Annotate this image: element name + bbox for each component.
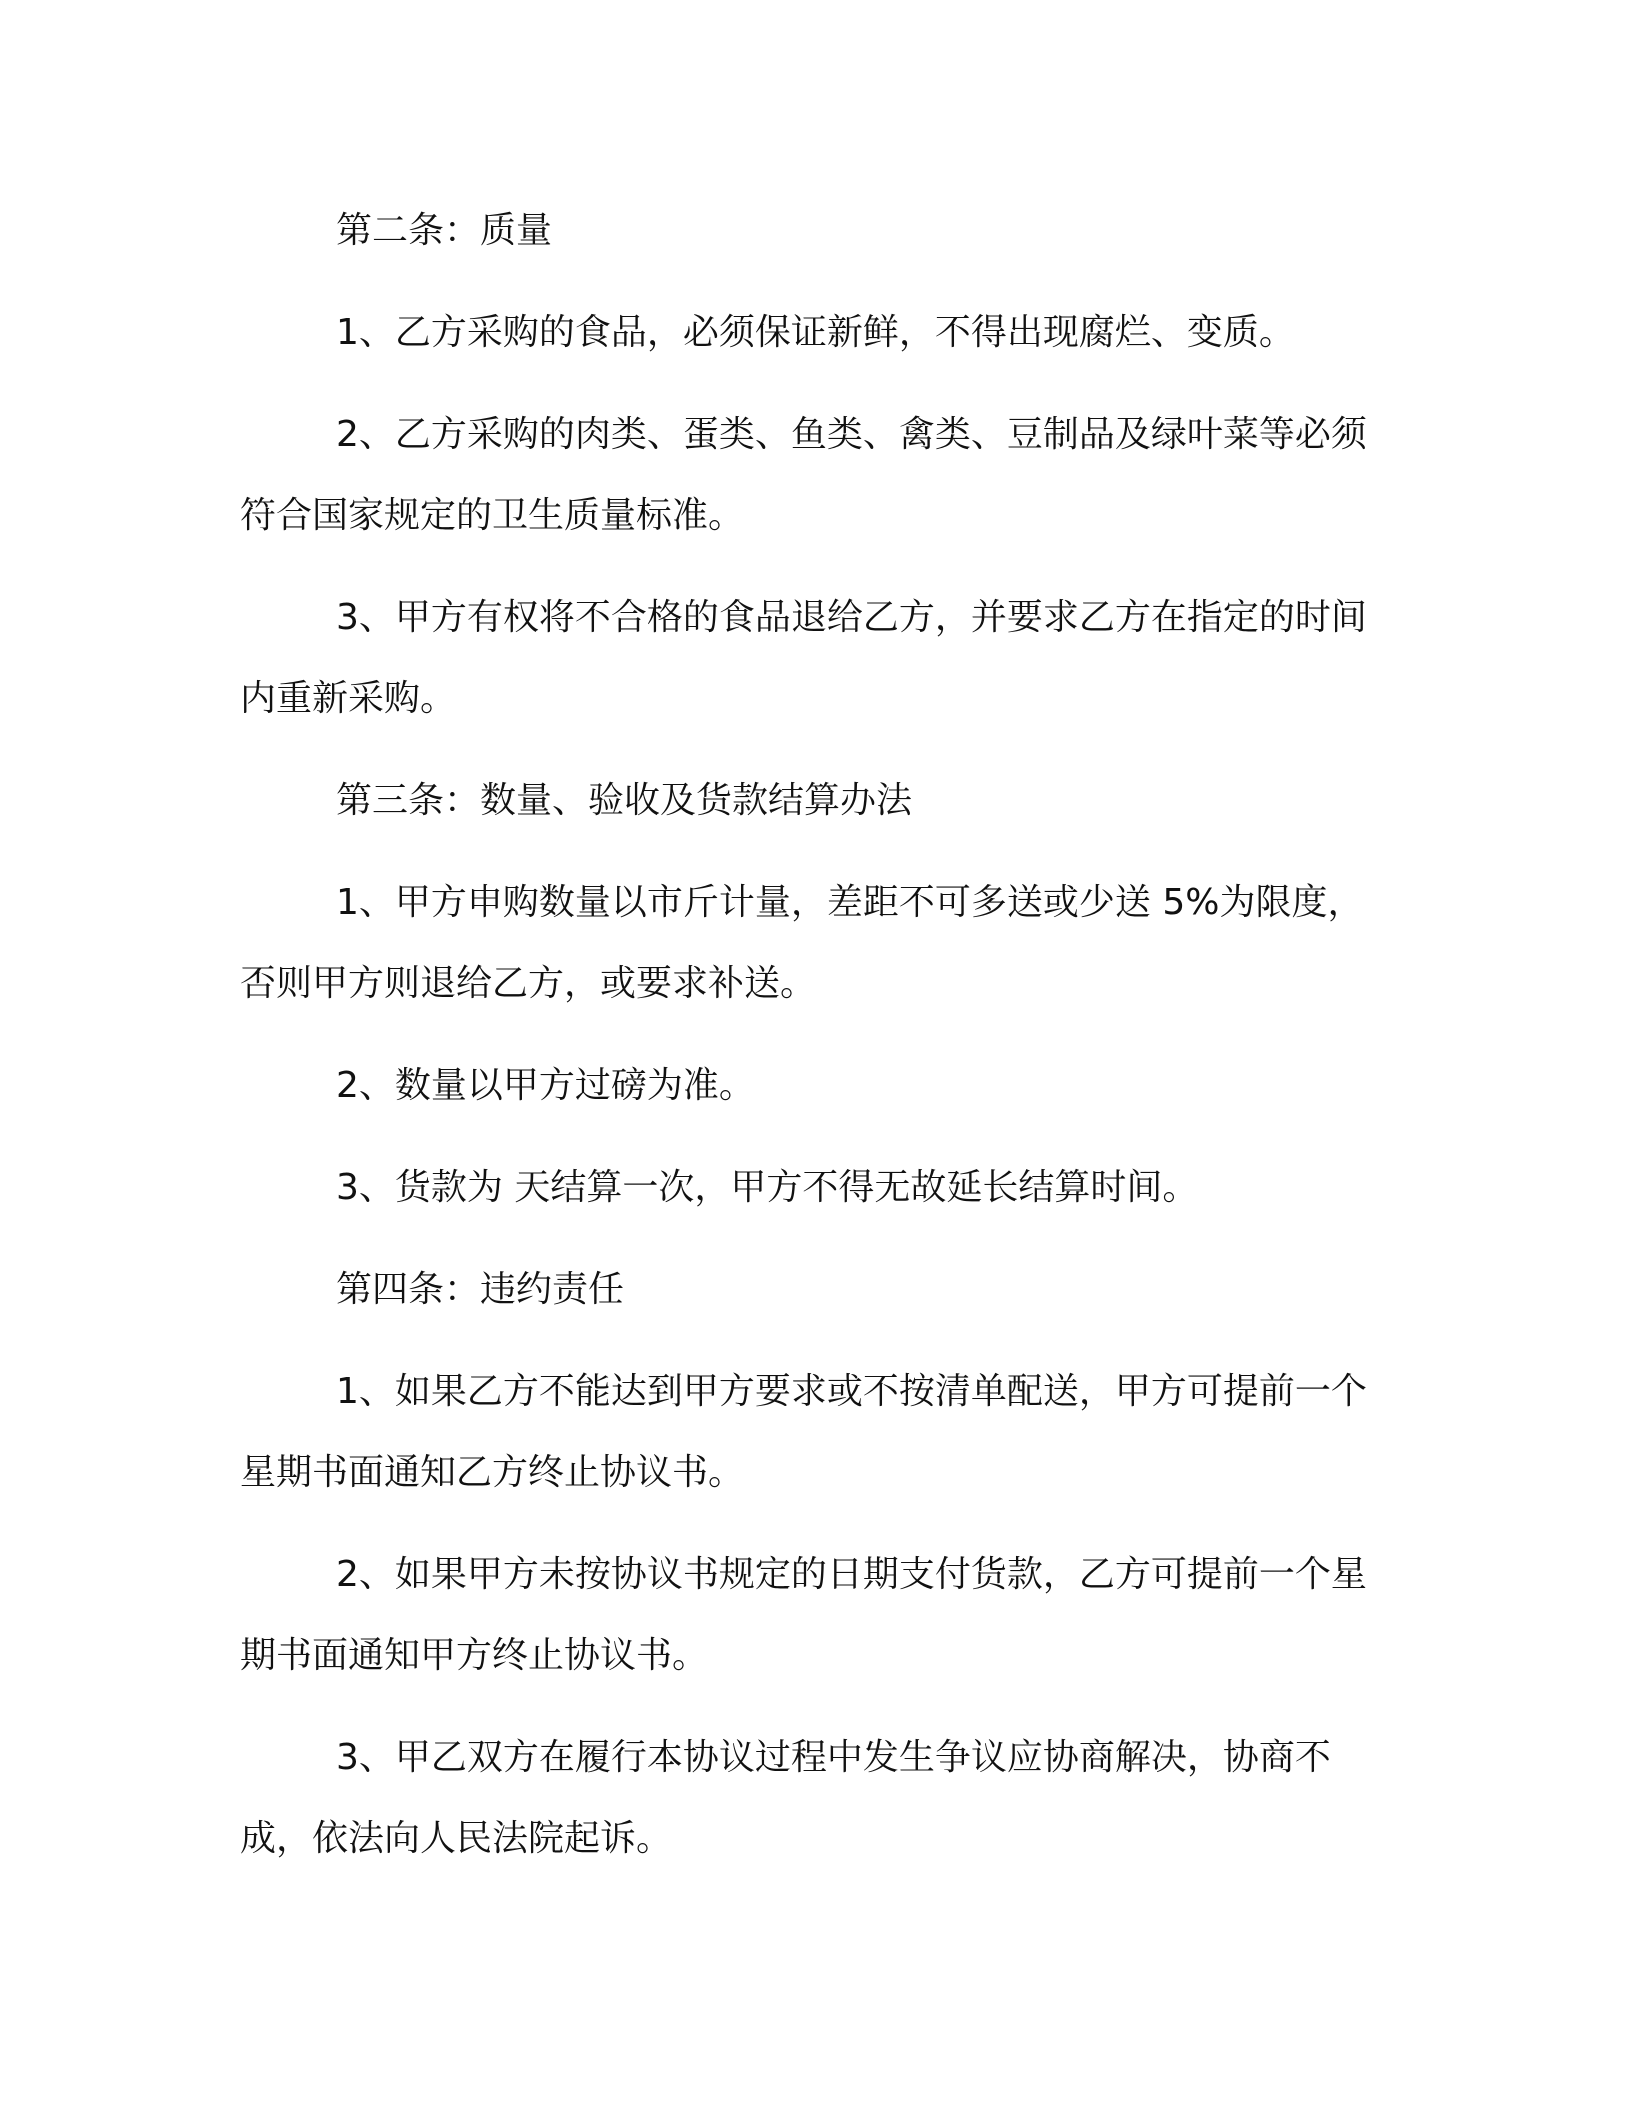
article-2-item-3: 3、甲方有权将不合格的食品退给乙方，并要求乙方在指定的时间内重新采购。 xyxy=(240,597,1367,719)
document-body xyxy=(240,190,1375,1900)
article-4-item-3: 3、甲乙双方在履行本协议过程中发生争议应协商解决，协商不成，依法向人民法院起诉。 xyxy=(240,1737,1331,1859)
article-2-item-2: 2、乙方采购的肉类、蛋类、鱼类、禽类、豆制品及绿叶菜等必须符合国家规定的卫生质量标准。 xyxy=(240,414,1367,536)
article-4-item-1: 1、如果乙方不能达到甲方要求或不按清单配送，甲方可提前一个星期书面通知乙方终止协议书。 xyxy=(240,1371,1367,1493)
article-2-heading: 第二条：质量 xyxy=(336,210,553,251)
article-2-item-1: 1、乙方采购的食品，必须保证新鲜，不得出现腐烂、变质。 xyxy=(336,312,1295,353)
article-3-heading: 第三条：数量、验收及货款结算办法 xyxy=(336,780,913,821)
article-3-item-2: 2、数量以甲方过磅为准。 xyxy=(336,1065,755,1106)
article-3-item-1: 1、甲方申购数量以市斤计量，差距不可多送或少送 5%为限度，否则甲方则退给乙方，或要求补送。 xyxy=(240,882,1364,1004)
article-4-item-2: 2、如果甲方未按协议书规定的日期支付货款，乙方可提前一个星期书面通知甲方终止协议书。 xyxy=(240,1554,1367,1676)
article-3-item-3: 3、货款为 天结算一次，甲方不得无故延长结算时间。 xyxy=(336,1167,1199,1208)
article-4-heading: 第四条：违约责任 xyxy=(336,1269,625,1310)
